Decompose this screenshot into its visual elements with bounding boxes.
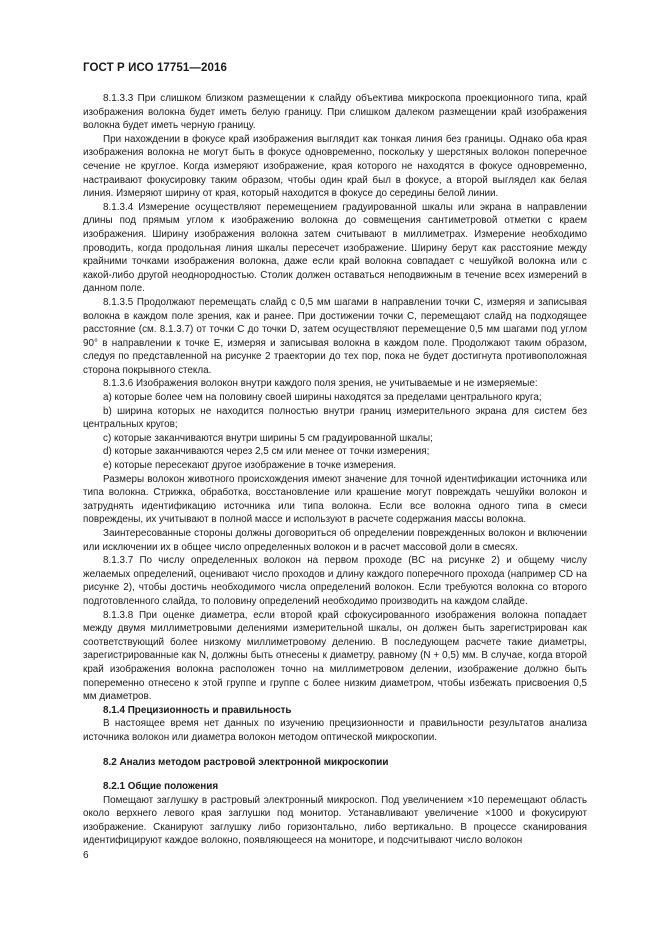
document-body xyxy=(83,92,587,848)
paragraph-8-1-3-8: 8.1.3.8 При оценке диаметра, если второй край сфокусированного изображения волокна попадает между двумя миллиметровыми делениями измерительной шкалы, он должен быть зарегистрирован как соответствующий более низкому миллиметровому делению. В последующем расчете такие диаметры, зарегистрированные как N, должны быть отнесены к диаметру, равному (N + 0,5) мм. В случае, когда второй край изображения волокна расположен точно на миллиметровом делении, изображение должно быть попеременно отнесено к этой группе и группе с более низким диаметром, чтобы избежать присвоения 0,5 мм диаметров. xyxy=(83,609,587,703)
heading-8-1-4: 8.1.4 Прецизионность и правильность xyxy=(103,704,292,716)
standard-header: ГОСТ Р ИСО 17751—2016 xyxy=(83,62,228,74)
paragraph-8-1-3-5: 8.1.3.5 Продолжают перемещать слайд с 0,5 мм шагами в направлении точки C, измеряя и записывая волокна в каждом поле зрения, как и ранее. При достижении точки C, перемещают слайд на подходящее расстояние (см. 8.1.3.7) от точки C до точки D, затем осуществляют перемещение 0,5 мм шагами под углом 90° в направлении к точке E, измеряя и записывая волокна в каждом поле. Продолжают таким образом, следуя по представленной на рисунке 2 траектории до тех пор, пока не будет достигнута противоположная сторона покрывного стекла. xyxy=(83,296,587,376)
paragraph-precision: В настоящее время нет данных по изучению прецизионности и правильности результатов анализа источника волокон или диаметра волокон методом оптической микроскопии. xyxy=(83,718,587,743)
heading-8-2: 8.2 Анализ методом растровой электронной микроскопии xyxy=(103,756,389,768)
paragraph-sem-procedure: Помещают заглушку в растровый электронный микроскоп. Под увеличением ×10 перемещают область около верхнего левого края заглушки под монитор. Устанавливают увеличение ×1000 и фокусируют изображение. Сканируют заглушку либо горизонтально, либо вертикально. В процессе сканирования идентифицируют каждое волокно, появляющееся на мониторе, и подсчитывают число волокон xyxy=(83,794,587,847)
list-item-b: b) ширина которых не находится полностью внутри границ измерительного экрана для систем без центральных кругов; xyxy=(83,405,587,431)
paragraph-interested-parties: Заинтересованные стороны должны договориться об определении поврежденных волокон и включении или исключении их в общее число определенных волокон и в расчет массовой доли в смесях. xyxy=(83,528,587,553)
heading-8-2-1: 8.2.1 Общие положения xyxy=(103,781,219,793)
list-item-e: e) которые пересекают другое изображение в точке измерения. xyxy=(103,460,397,472)
paragraph-8-1-3-6: 8.1.3.6 Изображения волокон внутри каждого поля зрения, не учитываемые и не измеряемые: xyxy=(103,378,538,390)
list-item-d: d) которые заканчиваются через 2,5 см или менее от точки измерения; xyxy=(103,446,430,458)
list-item-c: c) которые заканчиваются внутри ширины 5 см градуированной шкалы; xyxy=(103,432,433,444)
paragraph-8-1-3-7: 8.1.3.7 По числу определенных волокон на первом проходе (BC на рисунке 2) и общему числу желаемых определений, оценивают число проходов и длину каждого поперечного прохода (например CD на рисунке 2), чтобы достичь необходимого числа определений волокон. Если требуются волокна со второго подготовленного слайда, то половину определений необходимо производить на каждом слайде. xyxy=(83,555,587,607)
paragraph-animal-fibres: Размеры волокон животного происхождения имеют значение для точной идентификации источника или типа волокна. Стрижка, обработка, восстановление или крашение могут повреждать чешуйки волокон и затруднять идентификацию источника или типа волокна. Если все волокна одного типа в смеси повреждены, их учитывают в полной массе и используют в расчете содержания массы волокна. xyxy=(83,473,587,526)
paragraph-focus-edges: При нахождении в фокусе край изображения выглядит как тонкая линия без границы. Однако оба края изображения волокна не могут быть в фокусе одновременно, поскольку у шерстяных волокон поперечное сечение не круглое. Когда измеряют изображение, края которого не находятся в фокусе одновременно, настраивают фокусировку таким образом, чтобы один край был в фокусе, а второй выглядел как белая линия. Измеряют ширину от края, который находится в фокусе до середины белой линии. xyxy=(83,133,587,200)
paragraph-8-1-3-4: 8.1.3.4 Измерение осуществляют перемещением градуированной шкалы или экрана в направлении длины под прямым углом к изображению волокна до совмещения сантиметровой отметки с краем изображения. Ширину изображения волокна затем считывают в миллиметрах. Измерение необходимо проводить, когда продольная линия шкалы пересечет изображение. Ширину берут как расстояние между крайними точками изображения волокна, даже если край волокна совпадает с чешуйкой волокна или с какой-либо другой неоднородностью. Столик должен оставаться неподвижным в течение всех измерений в данном поле. xyxy=(83,201,587,295)
list-item-a: a) которые более чем на половину своей ширины находятся за пределами центрального круга; xyxy=(103,392,542,404)
paragraph-8-1-3-3: 8.1.3.3 При слишком близком размещении к слайду объектива микроскопа проекционного типа, край изображения волокна будет иметь белую границу. При слишком далеком размещении край изображения волокна будет иметь черную границу. xyxy=(83,93,587,132)
page-number: 6 xyxy=(83,850,89,861)
